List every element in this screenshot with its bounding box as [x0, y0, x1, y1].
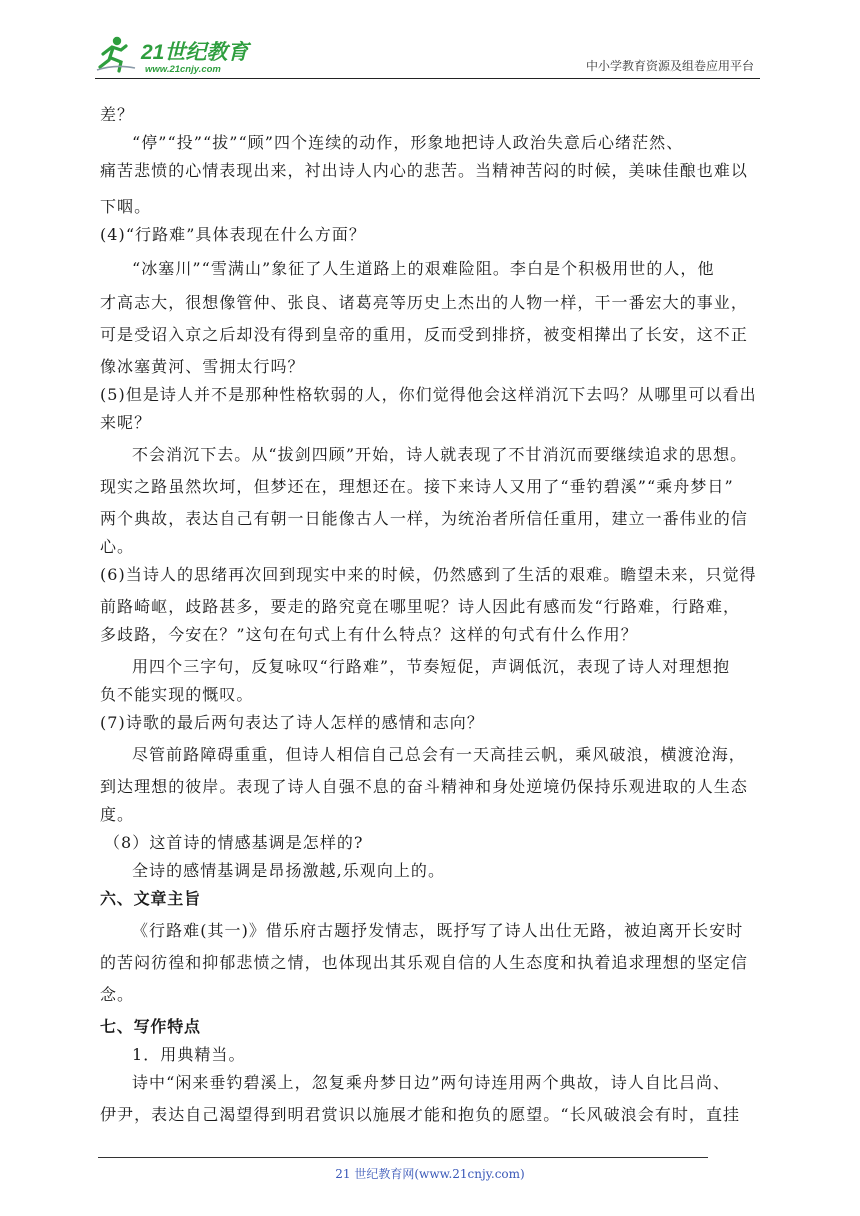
text-line: 的苦闷彷徨和抑郁悲愤之情，也体现出其乐观自信的人生态度和执着追求理想的坚定信: [100, 953, 748, 972]
text-line: “停”“投”“拔”“顾”四个连续的动作，形象地把诗人政治失意后心绪茫然、: [132, 133, 684, 152]
page-footer: 21 世纪教育网(www.21cnjy.com): [335, 1167, 525, 1181]
section-heading: 七、写作特点: [100, 1017, 201, 1036]
text-line: 痛苦悲愤的心情表现出来，衬出诗人内心的悲苦。当精神苦闷的时候，美味佳酿也难以: [100, 161, 748, 180]
text-line: 用四个三字句，反复咏叹“行路难”，节奏短促，声调低沉，表现了诗人对理想抱: [132, 657, 731, 676]
text-line: 全诗的感情基调是昂扬激越,乐观向上的。: [132, 861, 446, 880]
text-line: 下咽。: [100, 197, 152, 216]
text-line: 多歧路，今安在？”这句在句式上有什么特点？这样的句式有什么作用？: [100, 625, 638, 644]
question-heading: (6)当诗人的思绪再次回到现实中来的时候，仍然感到了生活的艰难。瞻望未来，只觉得: [100, 565, 757, 584]
page-header: [95, 30, 760, 79]
header-platform-text: 中小学教育资源及组卷应用平台: [585, 59, 754, 73]
text-line: 负不能实现的慨叹。: [100, 685, 254, 704]
text-line: 诗中“闲来垂钓碧溪上，忽复乘舟梦日边”两句诗连用两个典故，诗人自比吕尚、: [132, 1073, 731, 1092]
text-line: 伊尹，表达自己渴望得到明君赏识以施展才能和抱负的愿望。“长风破浪会有时，直挂: [100, 1105, 741, 1124]
question-heading: (5)但是诗人并不是那种性格软弱的人，你们觉得他会这样消沉下去吗？从哪里可以看出: [100, 385, 757, 404]
text-line: 《行路难(其一)》借乐府古题抒发情志，既抒写了诗人出仕无路，被迫离开长安时: [132, 921, 744, 940]
text-line: 可是受诏入京之后却没有得到皇帝的重用，反而受到排挤，被变相撵出了长安，这不正: [100, 325, 748, 344]
text-line: 来呢？: [100, 413, 152, 432]
text-line: 差？: [100, 105, 135, 124]
runner-icon: [97, 37, 135, 71]
svg-text:21世纪教育: 21世纪教育: [141, 41, 249, 64]
text-line: 才高志大，很想像管仲、张良、诸葛亮等历史上杰出的人物一样，干一番宏大的事业，: [100, 293, 748, 312]
question-heading: (7)诗歌的最后两句表达了诗人怎样的感情和志向？: [100, 713, 484, 732]
text-line: “冰塞川”“雪满山”象征了人生道路上的艰难险阻。李白是个积极用世的人，他: [132, 259, 715, 278]
footer-divider: [98, 1157, 708, 1158]
text-line: 心。: [100, 537, 135, 556]
text-line: 到达理想的彼岸。表现了诗人自强不息的奋斗精神和身处逆境仍保持乐观进取的人生态: [100, 777, 748, 796]
question-heading: (4)“行路难”具体表现在什么方面？: [100, 225, 366, 244]
logo: [95, 34, 265, 76]
text-line: 度。: [100, 805, 135, 824]
text-line: 尽管前路障碍重重，但诗人相信自己总会有一天高挂云帆，乘风破浪，横渡沧海，: [132, 745, 746, 764]
text-line: 两个典故，表达自己有朝一日能像古人一样，为统治者所信任重用，建立一番伟业的信: [100, 509, 748, 528]
text-line: 念。: [100, 985, 135, 1004]
section-heading: 六、文章主旨: [100, 889, 201, 908]
text-line: 不会消沉下去。从“拔剑四顾”开始，诗人就表现了不甘消沉而要继续追求的思想。: [132, 445, 748, 464]
text-line: 现实之路虽然坎坷，但梦还在，理想还在。接下来诗人又用了“垂钓碧溪”“乘舟梦日”: [100, 477, 734, 496]
text-line: 前路崎岖，歧路甚多，要走的路究竟在哪里呢？诗人因此有感而发“行路难，行路难，: [100, 597, 741, 616]
question-heading: （8）这首诗的情感基调是怎样的?: [104, 833, 364, 852]
text-line: 像冰塞黄河、雪拥太行吗？: [100, 357, 305, 376]
text-line: 1．用典精当。: [132, 1045, 246, 1064]
svg-text:www.21cnjy.com: www.21cnjy.com: [145, 64, 221, 75]
